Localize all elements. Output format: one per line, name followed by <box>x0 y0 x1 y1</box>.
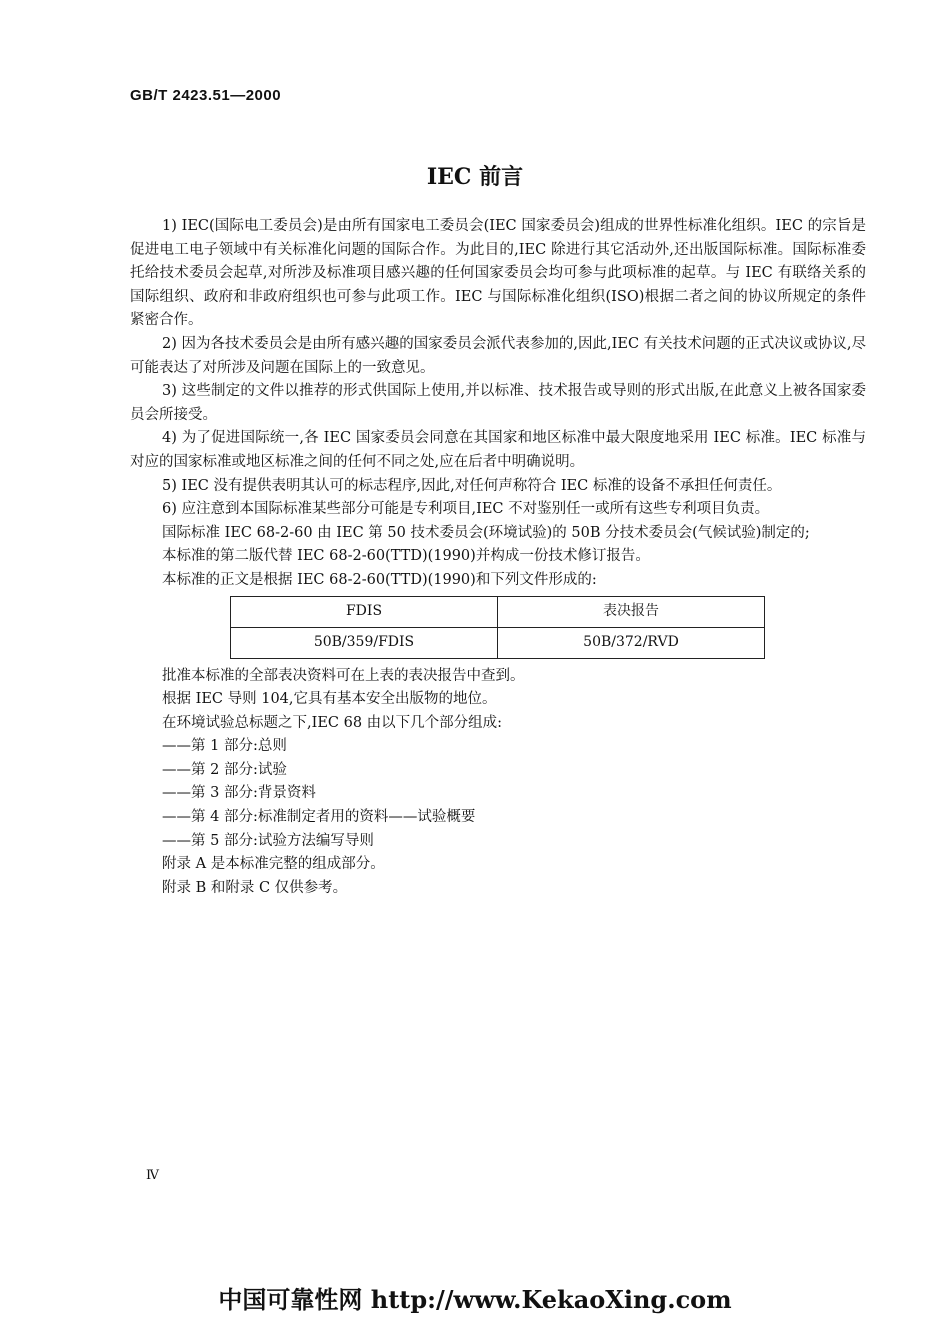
voting-table <box>230 596 765 659</box>
standard-number: GB/T 2423.51—2000 <box>130 87 282 104</box>
table-row <box>231 627 765 658</box>
footer-watermark[interactable]: 中国可靠性网 http://www.KekaoXing.com <box>218 1285 732 1314</box>
list-item: ——第 4 部分:标准制定者用的资料——试验概要 <box>162 809 476 826</box>
document-body <box>130 215 866 900</box>
paragraph-5: 5) IEC 没有提供表明其认可的标志程序,因此,对任何声称符合 IEC 标准的设备不承担任何责任。 <box>162 477 782 494</box>
paragraph-edition: 本标准的第二版代替 IEC 68-2-60(TTD)(1990)并构成一份技术修订报告。 <box>162 548 650 565</box>
list-line: 根据 IEC 导则 104,它具有基本安全出版物的地位。 <box>162 691 497 708</box>
page-number: Ⅳ <box>146 1168 159 1183</box>
table-cell: 50B/359/FDIS <box>231 627 498 658</box>
list-line: 在环境试验总标题之下,IEC 68 由以下几个部分组成: <box>162 714 503 731</box>
paragraph-4: 4) 为了促进国际统一,各 IEC 国家委员会同意在其国家和地区标准中最大限度地采用 IEC 标准。IEC 标准与对应的国家标准或地区标准之间的任何不同之处,应在后者中明确说明。 <box>130 430 866 470</box>
paragraph-3: 3) 这些制定的文件以推荐的形式供国际上使用,并以标准、技术报告或导则的形式出版,在此意义上被各国家委员会所接受。 <box>130 383 866 423</box>
list-item: ——第 5 部分:试验方法编写导则 <box>162 832 374 849</box>
paragraph-2: 2) 因为各技术委员会是由所有感兴趣的国家委员会派代表参加的,因此,IEC 有关技术问题的正式决议或协议,尽可能表达了对所涉及问题在国际上的一致意见。 <box>130 335 866 376</box>
list-line: 批准本标准的全部表决资料可在上表的表决报告中查到。 <box>162 667 525 684</box>
list-item: ——第 3 部分:背景资料 <box>162 785 316 802</box>
list-item: ——第 2 部分:试验 <box>162 761 287 778</box>
list-line: 附录 A 是本标准完整的组成部分。 <box>162 856 385 873</box>
list-line: 附录 B 和附录 C 仅供参考。 <box>162 879 348 896</box>
paragraph-6: 6) 应注意到本国际标准某些部分可能是专利项目,IEC 不对鉴别任一或所有这些专利项目负责。 <box>162 501 770 518</box>
table-header-cell: 表决报告 <box>498 596 765 627</box>
table-header-cell: FDIS <box>231 596 498 627</box>
paragraph-1: 1) IEC(国际电工委员会)是由所有国家电工委员会(IEC 国家委员会)组成的世界性标准化组织。IEC 的宗旨是促进电工电子领域中有关标准化问题的国际合作。为此目的,IEC 除进行其它活动外,还出版国际标准。国际标准委托给技术委员会起草,对所涉及标准项目感兴趣的任何国家委员会均可参与此项标准的起草。与 IEC 有联络关系的国际组织、政府和非政府组织也可参与此项工作。IEC 与国际标准化组织(ISO)根据二者之间的协议所规定的条件紧密合作。 <box>130 218 866 329</box>
paragraph-basis: 本标准的正文是根据 IEC 68-2-60(TTD)(1990)和下列文件形成的: <box>162 571 597 588</box>
page-title: IEC 前言 <box>426 164 524 190</box>
list-item: ——第 1 部分:总则 <box>162 738 287 755</box>
table-cell: 50B/372/RVD <box>498 627 765 658</box>
table-header-row <box>231 596 765 627</box>
paragraph-origin: 国际标准 IEC 68-2-60 由 IEC 第 50 技术委员会(环境试验)的 50B 分技术委员会(气候试验)制定的; <box>162 524 810 541</box>
